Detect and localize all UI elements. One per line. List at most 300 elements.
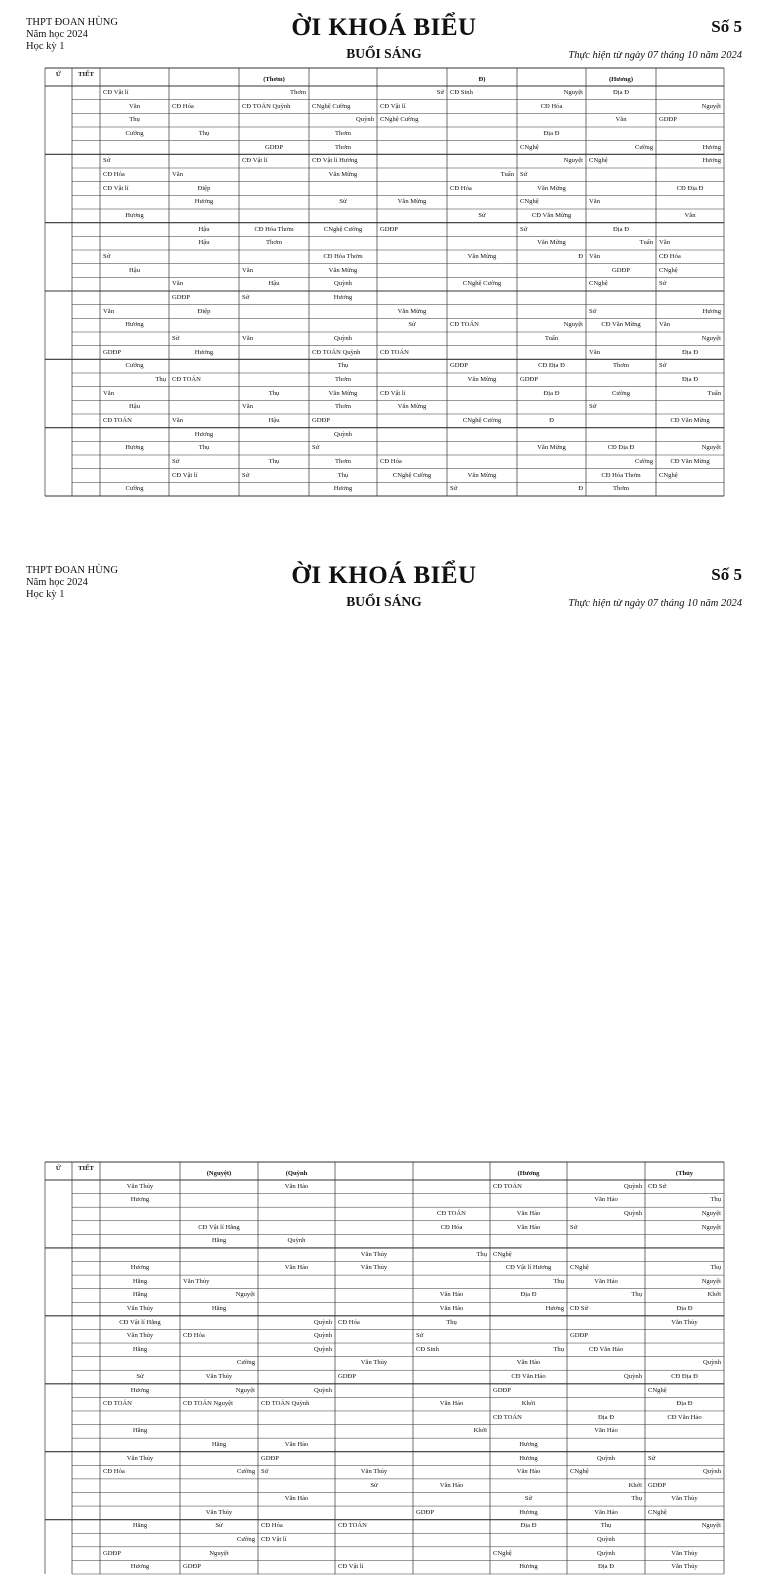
timetable-cell: Địa Đ (598, 1563, 614, 1571)
timetable-cell: Văn Mừng (467, 471, 497, 479)
timetable-cell: CNghệ Cường (323, 225, 363, 233)
timetable-cell: Văn Thủy (360, 1264, 388, 1272)
timetable-cell: Địa Đ (682, 375, 698, 383)
timetable-cell: GDĐP (312, 416, 330, 424)
timetable-cell: Cường (634, 143, 653, 151)
timetable-cell: CNghệ (589, 157, 608, 165)
timetable-cell: CĐ Vật lí (380, 389, 406, 397)
timetable-cell: GDĐP (648, 1481, 666, 1489)
timetable-cell: Thụ (631, 1495, 642, 1503)
timetable-cell: CĐ TOÁN Quỳnh (261, 1400, 310, 1408)
timetable-cell: GDĐP (450, 362, 468, 370)
timetable-cell: Hằng (132, 1291, 148, 1299)
timetable-cell: Quỳnh (314, 1332, 332, 1340)
timetable-cell: Sử (589, 307, 597, 315)
timetable-cell: Sử (450, 485, 458, 493)
timetable-cell: Hương (519, 1563, 538, 1571)
session-subtitle: BUỔI SÁNG (346, 46, 422, 61)
timetable-cell: Thơm (335, 403, 351, 411)
timetable-cell: CNghệ Cường (380, 116, 419, 124)
timetable-cell: Văn Thủy (360, 1359, 388, 1367)
timetable-cell: Văn Hảo (516, 1209, 541, 1217)
timetable-cell: Văn Hảo (439, 1305, 464, 1313)
timetable-sheet-2 (0, 548, 768, 1571)
timetable-cell: GDĐP (659, 116, 677, 124)
timetable-cell: Văn Hảo (439, 1400, 464, 1408)
effective-date: Thực hiện từ ngày 07 tháng 10 năm 2024 (568, 50, 742, 61)
timetable-cell: CĐ Sử (648, 1182, 667, 1190)
timetable-cell: Thơm (613, 485, 629, 493)
timetable-cell: Cường (236, 1536, 255, 1544)
timetable-cell: Quỳnh (597, 1454, 615, 1462)
timetable-cell: CĐ Hóa (540, 102, 563, 110)
column-header: (Quỳnh (285, 1170, 308, 1177)
timetable-cell: Quỳnh (624, 1373, 642, 1380)
timetable-cell: CĐ Hóa Thơm (254, 225, 294, 233)
timetable-cell: Văn Mừng (397, 198, 427, 206)
timetable-cell: Văn Mừng (537, 444, 566, 452)
timetable-cell: Nguyệt (563, 88, 583, 96)
timetable-cell: Sử (524, 1495, 533, 1503)
timetable-cell: Sử (436, 88, 444, 96)
timetable-cell: Cường (611, 389, 631, 397)
column-header: (Hương (517, 1170, 540, 1177)
timetable-cell: Văn (103, 307, 114, 315)
timetable-cell: Hằng (132, 1522, 148, 1530)
timetable-cell: CĐ Vật lí Hằng (198, 1223, 240, 1231)
timetable-cell: Hương (125, 321, 144, 329)
timetable-cell: Địa Đ (520, 1291, 537, 1299)
timetable-cell: Hằng (211, 1237, 227, 1245)
timetable-cell: CĐ Hóa (261, 1522, 283, 1530)
timetable-cell: Hương (130, 1563, 150, 1571)
timetable-cell: GDĐP (416, 1508, 434, 1516)
timetable-cell: Sử (589, 403, 597, 411)
column-header: TIẾT (78, 1165, 94, 1172)
timetable-cell: Quỳnh (314, 1318, 332, 1326)
timetable-cell: CĐ Vật lí (261, 1536, 287, 1544)
column-header: Ứ (55, 71, 62, 78)
timetable-cell: CĐ Vật lí (103, 184, 129, 192)
timetable-cell: Văn (242, 334, 253, 342)
timetable-cell: CĐ Vật lí (242, 157, 268, 165)
timetable-cell: Thụ (268, 457, 280, 465)
timetable-cell: Hương (519, 1508, 538, 1516)
timetable-cell: Hương (125, 444, 144, 452)
timetable-cell: CĐ Địa Đ (676, 184, 704, 192)
timetable-cell: GDĐP (172, 293, 190, 301)
timetable-cell: Tuấn (500, 170, 514, 178)
timetable-cell: Văn Thủy (205, 1508, 233, 1516)
school-year: Năm học 2024 (26, 29, 88, 40)
timetable-cell: CĐ Hóa (440, 1223, 463, 1231)
timetable-cell: CĐ Sinh (416, 1345, 439, 1353)
timetable-cell: Văn Mừng (328, 389, 358, 397)
timetable-cell: Văn Thủy (183, 1277, 210, 1285)
timetable-cell: Văn Thủy (671, 1563, 698, 1571)
timetable-cell: CNghệ (659, 471, 678, 479)
timetable-cell: Quỳnh (703, 1468, 721, 1476)
timetable-cell: Văn (589, 252, 600, 260)
timetable-cell: CĐ Vật lí Hằng (119, 1318, 161, 1326)
timetable-cell: Nguyệt (701, 1223, 721, 1231)
timetable-cell: CĐ TOÁN (450, 321, 479, 329)
timetable-cell: Cường (125, 129, 144, 137)
timetable-cell: Khởi (473, 1427, 487, 1435)
timetable-cell: Quỳnh (624, 1182, 642, 1190)
timetable-cell: CNghệ (659, 266, 678, 274)
timetable-cell: Văn Hảo (594, 1277, 618, 1285)
timetable-cell: Cường (236, 1468, 255, 1476)
timetable-cell: CĐ TOÁN (338, 1522, 367, 1530)
timetable-cell: CĐ Địa Đ (607, 444, 635, 452)
timetable-cell: Sử (242, 471, 250, 479)
timetable-cell: GDĐP (612, 266, 630, 274)
timetable-cell: Hằng (211, 1305, 227, 1313)
timetable-cell: Hậu (198, 239, 210, 247)
timetable-cell: CĐ Hóa (103, 170, 125, 178)
timetable-cell: Văn Thủy (205, 1373, 233, 1380)
timetable-number: Số 5 (711, 565, 742, 584)
timetable-cell: Địa Đ (520, 1522, 537, 1530)
timetable-cell: Quỳnh (597, 1549, 615, 1557)
timetable-cell: CĐ TOÁN (437, 1209, 466, 1217)
timetable-cell: Văn Thủy (126, 1454, 154, 1462)
timetable-cell: Hương (130, 1196, 150, 1204)
timetable-cell: Sử (370, 1481, 378, 1489)
timetable-cell: Hậu (129, 403, 140, 411)
timetable-cell: Văn Thủy (360, 1250, 388, 1258)
timetable-cell: Hậu (268, 416, 280, 424)
timetable-cell: Hương (194, 430, 214, 438)
timetable-cell: Điệp (197, 307, 211, 315)
timetable-cell: Sử (172, 334, 180, 342)
timetable-cell: CNghệ Cường (312, 102, 351, 110)
timetable-cell: CĐ TOÁN (493, 1182, 522, 1190)
timetable-cell: CNghệ (520, 198, 539, 206)
timetable-cell: Nguyệt (701, 1277, 721, 1285)
timetable-cell: CNghệ (589, 280, 608, 288)
timetable-cell: Văn (172, 280, 183, 288)
timetable-cell: Sử (339, 198, 347, 206)
timetable-cell: Nguyệt (563, 321, 583, 329)
timetable-cell: Sử (136, 1373, 144, 1380)
timetable-cell: Văn Mừng (537, 239, 566, 247)
timetable-cell: Văn Hảo (594, 1196, 618, 1204)
timetable-cell: CNghệ (648, 1508, 667, 1516)
timetable-cell: CĐ Sử (570, 1305, 589, 1313)
timetable-cell: GDĐP (183, 1563, 201, 1571)
timetable-cell: Hậu (129, 266, 140, 274)
timetable-cell: Văn (242, 266, 253, 274)
timetable-cell: GDĐP (261, 1454, 279, 1462)
column-header: TIẾT (78, 71, 94, 78)
timetable-cell: Hằng (211, 1440, 227, 1448)
timetable-cell: Thơm (266, 239, 282, 247)
timetable-cell: GDĐP (103, 1549, 121, 1557)
timetable-cell: CĐ Hóa (659, 252, 681, 260)
timetable-cell: CĐ Hóa (338, 1318, 360, 1326)
timetable-cell: GDĐP (338, 1373, 356, 1380)
timetable-cell: Nguyệt (701, 102, 721, 110)
timetable-cell: Hương (125, 211, 144, 219)
timetable-cell: Quỳnh (703, 1359, 721, 1367)
timetable-cell: CĐ TOÁN Quỳnh (242, 102, 291, 110)
timetable-cell: Quỳnh (334, 280, 352, 288)
timetable-cell: Sử (408, 321, 416, 329)
timetable-cell: Địa Đ (613, 88, 629, 96)
timetable-cell: Nguyệt (235, 1291, 255, 1299)
timetable-cell: CĐ Địa Đ (671, 1373, 698, 1380)
timetable-cell: Sử (312, 444, 320, 452)
school-term: Học kỳ 1 (26, 41, 65, 52)
timetable-cell: Văn Thủy (126, 1332, 154, 1340)
timetable-cell: Thụ (600, 1522, 612, 1530)
timetable-cell: Văn (103, 389, 114, 397)
timetable-cell: Địa Đ (682, 348, 698, 356)
timetable-cell: CĐ TOÁN Quỳnh (312, 348, 361, 356)
timetable-cell: Văn (659, 239, 670, 247)
timetable-cell: Thụ (710, 1196, 721, 1204)
timetable-cell: Thụ (631, 1291, 642, 1299)
timetable-cell: Văn (172, 416, 183, 424)
timetable-cell: Văn Mừng (328, 170, 358, 178)
timetable-cell: Nguyệt (701, 1209, 721, 1217)
timetable-cell: Hương (702, 157, 721, 165)
timetable-cell: CĐ Hóa Thơm (601, 471, 641, 479)
school-name: THPT ĐOAN HÙNG (26, 17, 118, 28)
timetable-cell: CĐ Hóa Thơm (323, 252, 363, 260)
timetable-cell: Địa Đ (676, 1305, 693, 1313)
timetable-cell: Tuấn (707, 389, 721, 397)
timetable-cell: Quỳnh (287, 1237, 306, 1245)
timetable-cell: CĐ Vật lí (338, 1563, 364, 1571)
timetable-cell: Thụ (155, 375, 166, 383)
timetable-cell: CĐ Văn Mừng (531, 211, 572, 219)
timetable-cell: CNghệ (520, 143, 539, 151)
timetable-cell: Văn (172, 170, 183, 178)
timetable-cell: CNghệ Cường (462, 280, 502, 288)
timetable-cell: Thụ (553, 1345, 564, 1353)
timetable-cell: Sử (659, 362, 667, 370)
timetable-cell: Hương (702, 307, 721, 315)
timetable-cell: CĐ Hóa (380, 457, 402, 465)
timetable-cell: Thụ (446, 1318, 457, 1326)
timetable-cell: Đ (578, 252, 583, 260)
timetable-cell: Sử (416, 1332, 424, 1340)
timetable-cell: CĐ Vật lí (380, 102, 406, 110)
timetable-cell: CĐ Văn Mừng (670, 457, 710, 465)
timetable-cell: Hương (194, 348, 214, 356)
timetable-cell: Văn Hảo (284, 1495, 309, 1503)
timetable-cell: CĐ Hóa (450, 184, 472, 192)
timetable-cell: Thơm (335, 375, 351, 383)
timetable-cell: Sử (520, 225, 528, 233)
timetable-cell: Thụ (337, 471, 349, 479)
timetable-cell: Hằng (132, 1345, 148, 1353)
timetable-cell: Nguyệt (209, 1549, 229, 1557)
timetable-cell: Tuấn (544, 334, 559, 342)
timetable-cell: Văn Mừng (397, 307, 427, 315)
timetable-cell: CĐ TOÁN (172, 375, 201, 383)
timetable-cell: CĐ Văn Mừng (670, 416, 710, 424)
timetable-cell: Đ (549, 416, 554, 424)
timetable-cell: Nguyệt (563, 157, 583, 165)
timetable-cell: Hằng (132, 1277, 148, 1285)
timetable-cell: CNghệ (570, 1264, 589, 1272)
timetable-cell: Thụ (553, 1277, 564, 1285)
timetable-cell: CĐ Hóa (183, 1332, 205, 1340)
timetable-cell: GDĐP (570, 1332, 588, 1340)
timetable-cell: CĐ Hóa (172, 102, 194, 110)
timetable-cell: Nguyệt (235, 1386, 255, 1394)
column-header: Đ) (478, 76, 486, 83)
timetable-cell: Sử (103, 157, 111, 165)
timetable-cell: Tuấn (639, 239, 653, 247)
timetable-cell: Sử (659, 280, 667, 288)
timetable-cell: Hương (519, 1440, 538, 1448)
timetable-cell: Văn (659, 321, 670, 329)
timetable-cell: Văn Hảo (594, 1427, 618, 1435)
timetable-cell: Văn Hảo (516, 1359, 541, 1367)
page-title: ỜI KHOÁ BIỂU (291, 14, 477, 41)
timetable-cell: Văn Mừng (537, 184, 566, 192)
timetable-cell: Văn Mừng (397, 403, 427, 411)
timetable-cell: Văn (242, 403, 253, 411)
timetable-cell: Địa Đ (676, 1400, 693, 1408)
timetable-cell: Hương (702, 143, 721, 151)
timetable-cell: Quỳnh (334, 430, 352, 438)
timetable-cell: Thụ (268, 389, 280, 397)
timetable-cell: Sử (520, 170, 528, 178)
table-grid (0, 548, 768, 1576)
session-subtitle: BUỔI SÁNG (346, 594, 422, 609)
timetable-cell: Văn Mừng (467, 252, 497, 260)
timetable-cell: Địa Đ (598, 1413, 614, 1421)
timetable-cell: Sử (478, 211, 486, 219)
timetable-cell: CĐ Văn Hảo (588, 1345, 624, 1353)
timetable-cell: Thụ (198, 129, 210, 137)
timetable-cell: Điệp (197, 184, 211, 192)
timetable-cell: Sử (242, 293, 250, 301)
effective-date: Thực hiện từ ngày 07 tháng 10 năm 2024 (568, 598, 742, 609)
page-title: ỜI KHOÁ BIỂU (291, 562, 477, 589)
timetable-cell: Văn (589, 348, 600, 356)
timetable-cell: Thụ (710, 1264, 721, 1272)
timetable-cell: Nguyệt (701, 334, 721, 342)
timetable-cell: Hương (519, 1454, 538, 1462)
timetable-cell: Văn Mừng (328, 266, 358, 274)
timetable-cell: Thụ (129, 116, 140, 124)
timetable-cell: Sử (261, 1468, 269, 1476)
timetable-cell: Thơm (613, 362, 629, 370)
timetable-cell: Văn (684, 211, 696, 219)
timetable-cell: GDĐP (265, 143, 283, 151)
timetable-cell: Văn (589, 198, 600, 206)
timetable-cell: Văn Thủy (126, 1182, 154, 1190)
timetable-cell: Văn Hảo (516, 1223, 541, 1231)
timetable-cell: Quỳnh (334, 334, 352, 342)
timetable-cell: Văn Thủy (126, 1305, 154, 1313)
timetable-cell: Cường (634, 457, 653, 465)
timetable-cell: Sử (570, 1223, 578, 1231)
timetable-cell: CĐ Vật lí Hương (505, 1264, 552, 1272)
timetable-cell: CĐ Sinh (450, 88, 473, 96)
column-header: (Nguyệt) (206, 1170, 232, 1177)
timetable-cell: Hương (333, 293, 353, 301)
timetable-cell: Cường (125, 362, 144, 370)
timetable-cell: CĐ TOÁN (103, 416, 132, 424)
timetable-cell: Hương (333, 485, 353, 493)
timetable-cell: Hương (194, 198, 214, 206)
timetable-number: Số 5 (711, 17, 742, 36)
timetable-cell: Thơm (335, 457, 351, 465)
timetable-cell: Văn (615, 116, 627, 124)
timetable-cell: GDĐP (103, 348, 121, 356)
timetable-cell: CĐ Văn Hảo (511, 1373, 546, 1380)
timetable-cell: Thơm (335, 129, 351, 137)
timetable-cell: Quỳnh (314, 1345, 332, 1353)
timetable-cell: Thụ (337, 362, 349, 370)
timetable-cell: CNghệ (648, 1386, 667, 1394)
timetable-cell: Văn Hảo (516, 1468, 541, 1476)
timetable-cell: Văn Hảo (284, 1264, 309, 1272)
timetable-cell: CNghệ Cường (392, 471, 432, 479)
column-header: (Hương) (608, 76, 634, 83)
timetable-cell: Thơm (335, 143, 351, 151)
timetable-cell: CĐ Văn Hảo (667, 1413, 702, 1421)
timetable-cell: Văn Thủy (360, 1468, 388, 1476)
timetable-cell: Văn Thủy (671, 1549, 698, 1557)
timetable-cell: Văn Thủy (671, 1318, 698, 1326)
timetable-cell: Văn Mừng (467, 375, 497, 383)
timetable-cell: Nguyệt (701, 444, 721, 452)
timetable-cell: Hằng (132, 1427, 148, 1435)
timetable-cell: Hương (130, 1386, 150, 1394)
timetable-cell: Quỳnh (314, 1386, 332, 1394)
timetable-cell: Quỳnh (597, 1536, 615, 1544)
timetable-cell: Khởi (628, 1481, 642, 1489)
timetable-cell: Đ (578, 485, 583, 493)
timetable-cell: CĐ Văn Mừng (601, 321, 641, 329)
timetable-cell: CĐ Địa Đ (538, 362, 565, 370)
timetable-cell: CĐ TOÁN (380, 348, 409, 356)
timetable-cell: Hương (130, 1264, 150, 1272)
timetable-cell: CNghệ (493, 1250, 512, 1258)
timetable-cell: CĐ Hóa (103, 1468, 125, 1476)
timetable-cell: GDĐP (493, 1386, 511, 1394)
timetable-cell: Sử (648, 1454, 656, 1462)
timetable-cell: Sử (103, 252, 111, 260)
timetable-cell: CĐ TOÁN (493, 1413, 522, 1421)
timetable-cell: Nguyệt (701, 1522, 721, 1530)
timetable-sheet-1 (0, 0, 768, 500)
column-header: (Thủy (675, 1170, 694, 1177)
timetable-cell: Văn Hảo (284, 1440, 309, 1448)
timetable-cell: Văn Hảo (594, 1508, 618, 1516)
timetable-cell: Thụ (476, 1250, 487, 1258)
timetable-cell: CNghệ (493, 1549, 512, 1557)
timetable-cell: Khởi (521, 1400, 536, 1408)
timetable-cell: Quỳnh (624, 1209, 642, 1217)
timetable-cell: GDĐP (520, 375, 538, 383)
school-term: Học kỳ 1 (26, 589, 65, 600)
timetable-cell: Văn Hảo (284, 1182, 309, 1190)
column-header: (Thơm) (263, 76, 285, 83)
timetable-cell: Văn Hảo (439, 1291, 464, 1299)
timetable-cell: CĐ Vật lí (103, 88, 129, 96)
timetable-cell: CĐ TOÁN Nguyệt (183, 1400, 233, 1408)
